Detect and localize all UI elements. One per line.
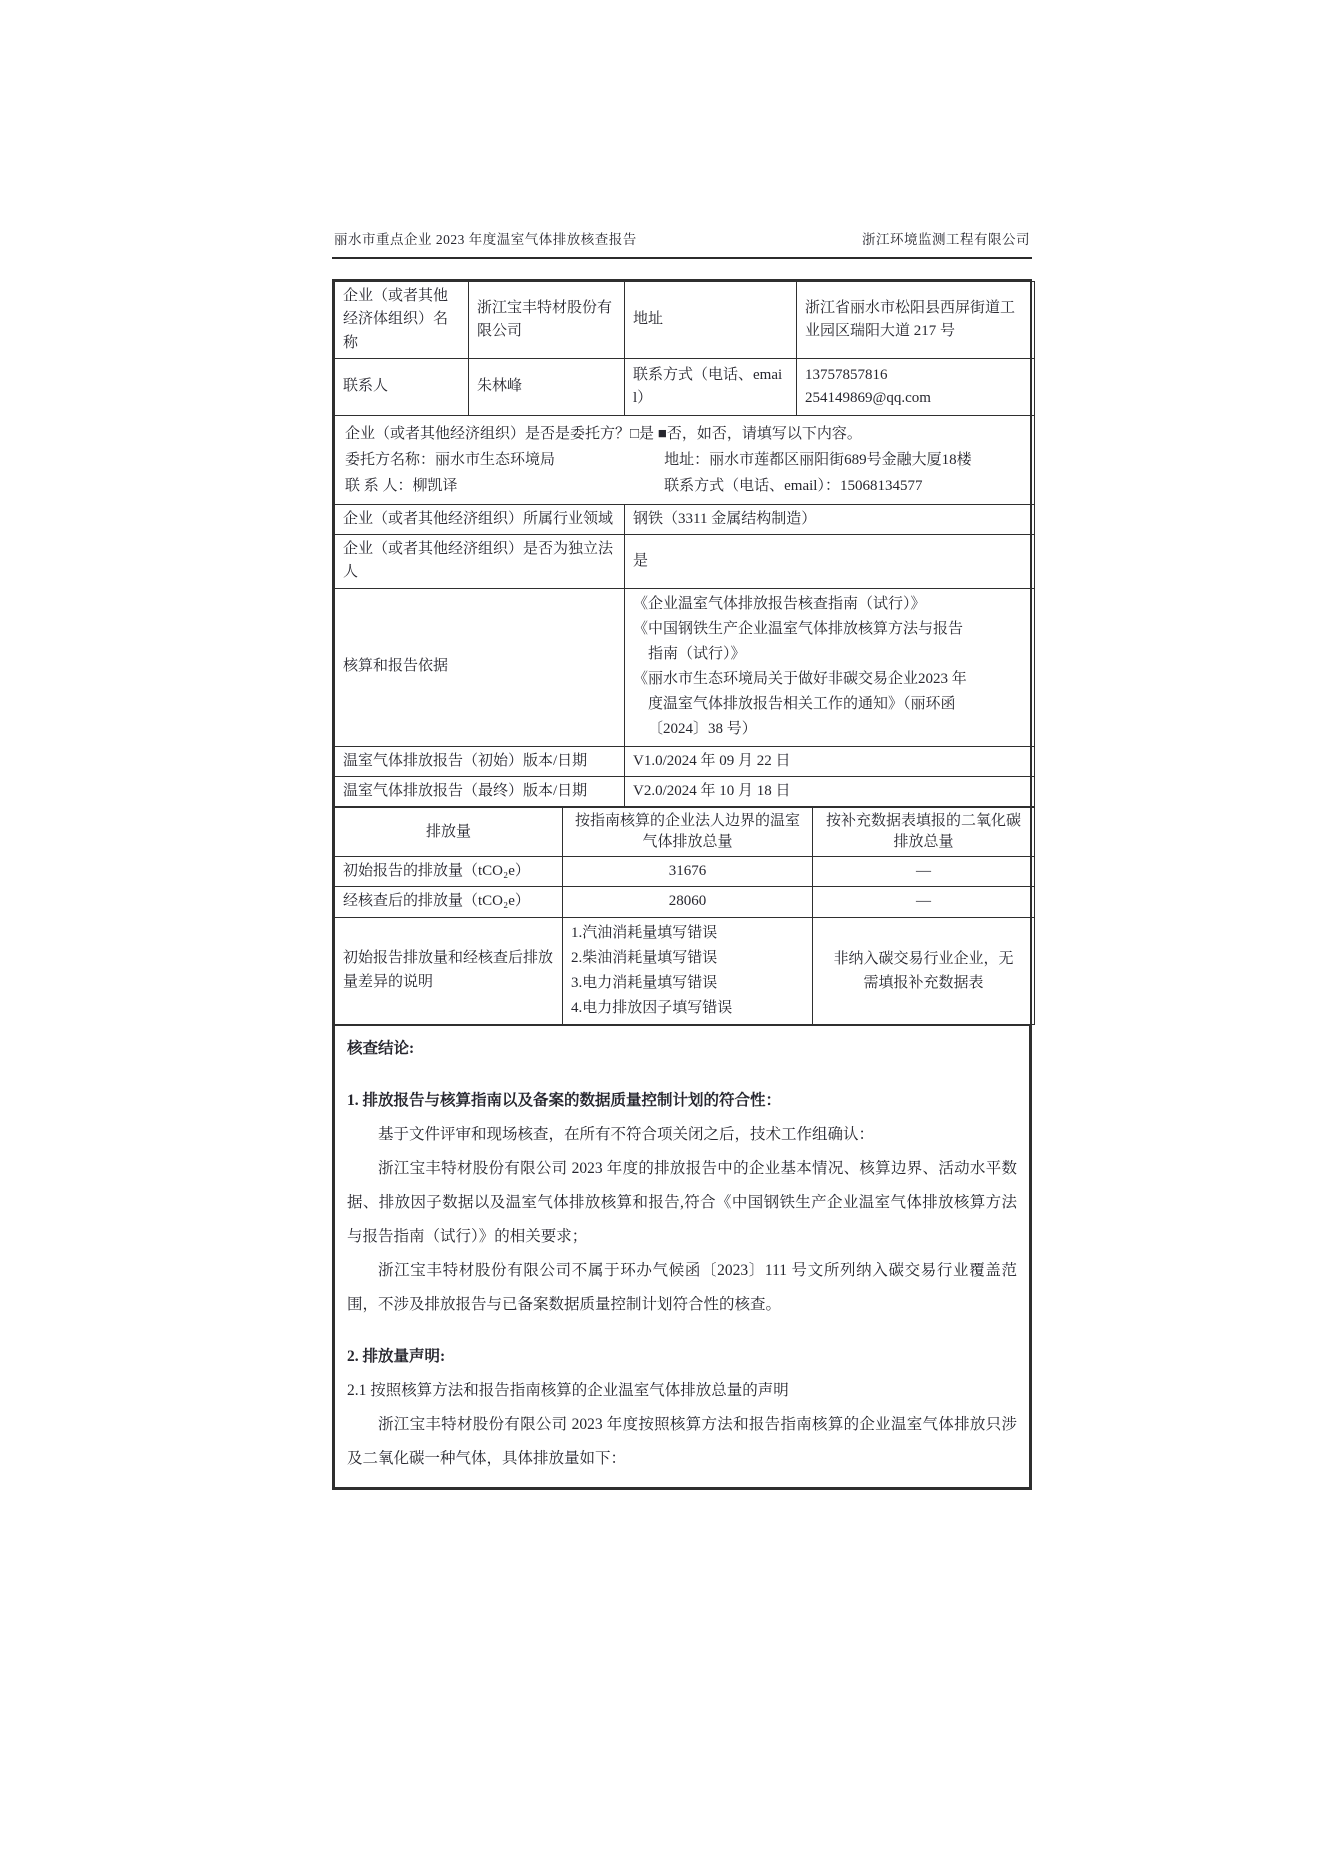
conclusion-table [334, 1025, 1030, 1488]
legal-entity-label: 企业（或者其他经济组织）是否为独立法人 [335, 535, 625, 589]
verification-table [332, 279, 1032, 1490]
table-row [335, 776, 1035, 806]
final-version-label: 温室气体排放报告（最终）版本/日期 [335, 776, 625, 806]
contact-label: 联系人 [335, 358, 469, 415]
client-contact-value: 柳凯译 [412, 477, 458, 494]
basis-doc: 《企业温室气体排放报告核查指南（试行）》 [633, 596, 926, 612]
diff-reason: 2.柴油消耗量填写错误 [571, 949, 718, 966]
basis-doc: 《丽水市生态环境局关于做好非碳交易企业2023 年度温室气体排放报告相关工作的通知》（丽环函〔2024〕38 号） [633, 671, 967, 737]
legal-entity-value: 是 [625, 535, 1035, 589]
client-contact-label: 联 系 人： [345, 477, 413, 494]
address-label: 地址 [625, 282, 797, 359]
conclusion-title: 核查结论: [347, 1039, 415, 1057]
industry-value: 钢铁（3311 金属结构制造） [625, 504, 1035, 534]
initial-version-value: V1.0/2024 年 09 月 22 日 [625, 746, 1035, 776]
contact-value: 朱林峰 [469, 358, 625, 415]
client-address-label: 地址： [664, 451, 710, 468]
table-row [335, 887, 1035, 917]
initial-emission-value: 31676 [563, 857, 813, 887]
report-content [332, 228, 1032, 1490]
client-address-group [664, 447, 1024, 473]
table-row [335, 282, 1035, 359]
client-method-value: 15068134577 [839, 477, 923, 494]
conclusion-section1-title: 1. 排放报告与核算指南以及备案的数据质量控制计划的符合性： [347, 1091, 782, 1109]
verified-emission-label: 经核查后的排放量（tCO₂e） [335, 887, 563, 917]
supplement-col-header: 按补充数据表填报的二氧化碳排放总量 [813, 808, 1035, 857]
company-name-label: 企业（或者其他经济体组织）名称 [335, 282, 469, 359]
table-row [335, 746, 1035, 776]
basis-doc-list [633, 592, 973, 742]
conclusion-paragraph: 基于文件评审和现场核查，在所有不符合项关闭之后，技术工作组确认： [378, 1125, 875, 1143]
client-contact-group [345, 473, 664, 499]
client-cell [335, 415, 1035, 504]
initial-supplement-value: — [813, 857, 1035, 887]
conclusion-section21-title: 2.1 按照核算方法和报告指南核算的企业温室气体排放总量的声明 [347, 1381, 789, 1399]
header-report-title: 丽水市重点企业 2023 年度温室气体排放核查报告 [334, 232, 637, 247]
table-row [335, 1025, 1030, 1487]
basis-value [625, 588, 1035, 746]
initial-version-label: 温室气体排放报告（初始）版本/日期 [335, 746, 625, 776]
company-name-value: 浙江宝丰特材股份有限公司 [469, 282, 625, 359]
emissions-col-header: 排放量 [335, 808, 563, 857]
table-row [335, 857, 1035, 887]
client-question: 企业（或者其他经济组织）是否是委托方？□是 ■否，如否，请填写以下内容。 [345, 425, 862, 442]
table-row [335, 504, 1035, 534]
diff-reason: 1.汽油消耗量填写错误 [571, 924, 718, 941]
diff-reason: 3.电力消耗量填写错误 [571, 974, 718, 991]
diff-reason: 4.电力排放因子填写错误 [571, 999, 733, 1016]
client-question-line [345, 421, 1024, 447]
diff-reason-list [571, 921, 804, 1021]
header-divider [332, 257, 1032, 259]
guideline-col-header: 按指南核算的企业法人边界的温室气体排放总量 [563, 808, 813, 857]
diff-reason-cell [563, 917, 813, 1024]
conclusion-section2-title: 2. 排放量声明: [347, 1347, 446, 1365]
address-value: 浙江省丽水市松阳县西屏街道工业园区瑞阳大道 217 号 [797, 282, 1035, 359]
client-name-label: 委托方名称： [345, 451, 436, 468]
client-name-value: 丽水市生态环境局 [435, 451, 556, 468]
client-address-value: 丽水市莲都区丽阳街689号金融大厦18楼 [709, 451, 972, 468]
table-row [335, 415, 1035, 504]
final-version-value: V2.0/2024 年 10 月 18 日 [625, 776, 1035, 806]
contact-method-value [797, 358, 1035, 415]
emissions-table [334, 807, 1035, 1025]
diff-supplement-note: 非纳入碳交易行业企业，无需填报补充数据表 [813, 917, 1035, 1024]
conclusion-paragraph: 浙江宝丰特材股份有限公司不属于环办气候函〔2023〕111 号文所列纳入碳交易行业覆盖范围，不涉及排放报告与已备案数据质量控制计划符合性的核查。 [347, 1261, 1017, 1313]
client-name-line [345, 447, 1024, 473]
table-row [335, 808, 1035, 857]
verified-emission-value: 28060 [563, 887, 813, 917]
industry-label: 企业（或者其他经济组织）所属行业领域 [335, 504, 625, 534]
conclusion-paragraph: 浙江宝丰特材股份有限公司 2023 年度按照核算方法和报告指南核算的企业温室气体排放只涉及二氧化碳一种气体，具体排放量如下： [347, 1415, 1017, 1467]
client-name-group [345, 447, 664, 473]
table-row [335, 358, 1035, 415]
client-method-group [664, 473, 1024, 499]
table-row [335, 917, 1035, 1024]
header-company-name: 浙江环境监测工程有限公司 [862, 232, 1030, 247]
contact-email: 254149869@qq.com [805, 389, 931, 406]
client-method-label: 联系方式（电话、email）： [664, 477, 840, 494]
table-row [335, 588, 1035, 746]
conclusion-paragraph: 浙江宝丰特材股份有限公司 2023 年度的排放报告中的企业基本情况、核算边界、活动水平数据、排放因子数据以及温室气体排放核算和报告,符合《中国钢铁生产企业温室气体排放核算方法与报告指南（试行）》的相关要求； [347, 1159, 1017, 1245]
basis-doc: 《中国钢铁生产企业温室气体排放核算方法与报告指南（试行）》 [633, 621, 964, 662]
contact-phone: 13757857816 [805, 366, 888, 383]
verified-supplement-value: — [813, 887, 1035, 917]
table-row [335, 535, 1035, 589]
conclusion-cell [335, 1025, 1030, 1487]
initial-emission-label: 初始报告的排放量（tCO₂e） [335, 857, 563, 887]
basis-label: 核算和报告依据 [335, 588, 625, 746]
basic-info-table [334, 281, 1035, 807]
contact-method-label: 联系方式（电话、email） [625, 358, 797, 415]
page-header [332, 228, 1032, 248]
diff-label: 初始报告排放量和经核查后排放量差异的说明 [335, 917, 563, 1024]
client-contact-line [345, 473, 1024, 499]
